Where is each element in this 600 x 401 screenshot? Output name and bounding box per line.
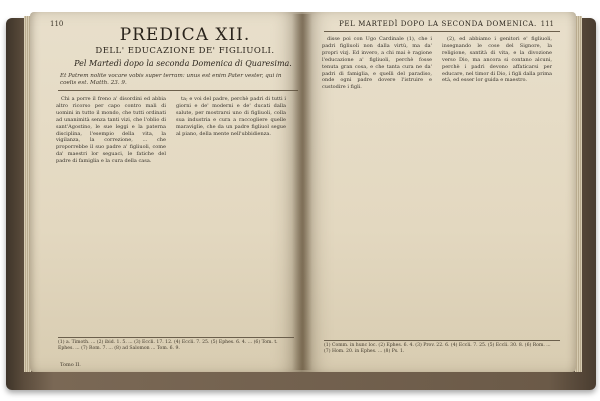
right-page	[302, 12, 576, 372]
footnote-rule	[324, 340, 560, 341]
header-rule	[58, 90, 298, 91]
footnotes: (1) a. Timoth. ... (2) ibid. 1. 5. ... (3) Eccli. 17. 12. (4) Eccli. 7. 25. (5) Ephes. 6. 4. ... (6) Tom. t. Ephes. ... (7) Rom. 7. ... (8) ad Salomon ... Tom. 6. 9.	[58, 340, 278, 351]
epigraph: Et Patrem nolite vocare vobis super terram: unus est enim Pater vester, qui in coelis est. Matth. 23. 9.	[60, 73, 282, 86]
body-column-left	[56, 96, 166, 334]
body-column-right	[176, 96, 286, 334]
body-text: disse poi con Ugo Cardinale (1), che i padri figliuoli non dalla virtù, ma da' propri vizj. Ed invero, a chi mai è ragione l'educazione a' figliuoli, perchè fosse tenuta gran cosa, e che tanta cura ne da' padri di famiglia, e quelli del paradiso, onde ogni padre dovere l'istruire e custodire i figli.	[322, 36, 432, 91]
sermon-subtitle: DELL' EDUCAZIONE DE' FIGLIUOLI.	[95, 46, 275, 56]
book-gutter-shadow	[292, 14, 312, 370]
body-column-right	[442, 36, 552, 336]
header-rule	[324, 31, 560, 32]
signature-mark: Tomo II.	[60, 362, 81, 368]
left-page	[30, 12, 302, 372]
page-number: 111	[540, 20, 554, 28]
sermon-occasion: Pel Martedì dopo la seconda Domenica di Quaresima.	[74, 59, 292, 68]
body-text: Chi a porre il freno a' disordini ed abbia altro ricorso per capo contro mali di uomini in tutto il mondo, che tutti ordinati ad unanimità senza tanti vizi, che l'oblio di sant'Agostino, le sue leggi e la paterna disciplina, l'esempio della vita, la vigilanza, la correzione, ... che proporrebbe il suo padre a' figliuoli, come da' maestri lor seguaci, le fatiche del padre di famiglia e la cura della casa.	[56, 96, 166, 165]
sermon-title: PREDICA XII.	[119, 25, 251, 45]
page-edges-right	[575, 16, 582, 372]
running-head: PEL MARTEDÌ DOPO LA SECONDA DOMENICA.	[339, 20, 537, 28]
page-number: 110	[50, 20, 64, 28]
body-text: (2), ed abbiamo i genitori e' figliuoli, insegnando le cose del Signore, la religione, santità di vita, e la divozione verso Dio, ma ancora si contano alcuni, perchè i padri devono affaticarsi per educare, nel timor di Dio, i figli dalla prima età, ed esser lor guida e maestro.	[442, 36, 552, 84]
footnote-rule	[58, 337, 294, 338]
body-column-left	[322, 36, 432, 336]
footnotes: (1) Comm. in hunc loc. (2) Ephes. 6. 4. (3) Prov. 22. 6. (4) Eccli. 7. 25. (5) Eccli. 30. 8. (6) Rom. ... (7) Hom. 20. in Ephes. ... (8) Ps. 1.	[324, 343, 551, 354]
body-text: ta; e voi del padre, perchè padri di tutti i giorni e de' moderni e de' ducati dalla salute, per mostrarsi uno di figliuoli, colla sua industria e cura a raccogliere quelle maraviglie, che da un padre figliuol segue al piano, della mente nell'ubbidienza.	[176, 96, 286, 137]
